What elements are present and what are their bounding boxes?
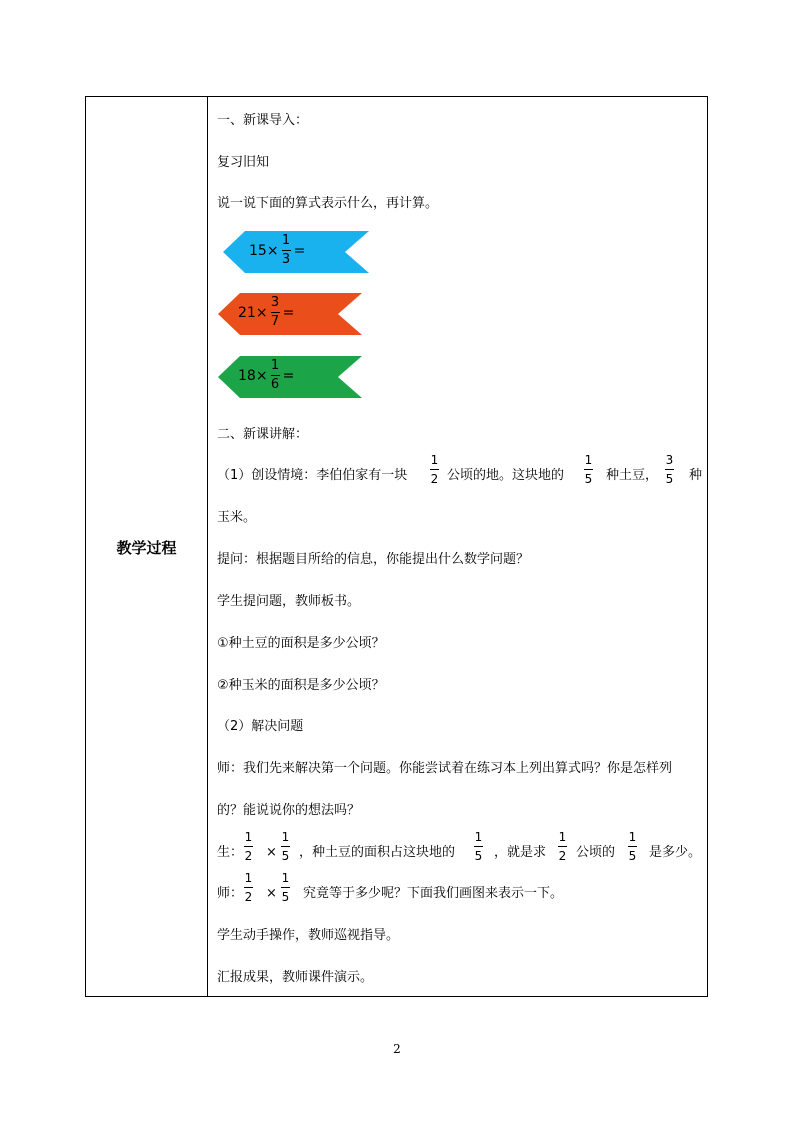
scenario-part-d: 种	[689, 468, 703, 483]
teacher2-fraction-2	[281, 871, 290, 904]
numerator: 1	[558, 830, 567, 844]
section2-heading: 二、新课讲解：	[217, 427, 309, 442]
instruction-text: 说一说下面的算式表示什么，再计算。	[217, 196, 439, 211]
scenario-part-b: 公顷的地。这块地的	[447, 468, 565, 483]
scenario-part-a: （1）创设情境：李伯伯家有一块	[217, 468, 408, 483]
expr2-equals: =	[282, 304, 295, 321]
scenario-fraction-1	[430, 453, 439, 486]
report-text: 汇报成果，教师课件演示。	[217, 970, 374, 985]
student-fraction-2	[281, 830, 290, 863]
denominator: 2	[430, 472, 439, 486]
expression-arrow-1	[223, 231, 369, 273]
column-divider	[207, 97, 208, 996]
section1-heading: 一、新课导入：	[217, 113, 309, 128]
denominator: 2	[558, 849, 567, 863]
expr3-fraction	[271, 359, 280, 392]
fraction-bar	[558, 846, 567, 847]
row-label: 教学过程	[116, 539, 177, 557]
teacher-line-1b: 的？能说说你的想法吗？	[217, 803, 361, 818]
student-prefix: 生：	[217, 845, 244, 860]
expr2-fraction	[271, 296, 280, 329]
fraction-bar	[271, 375, 280, 376]
student-times: ×	[266, 845, 277, 860]
denominator: 2	[244, 890, 253, 904]
expr2-times: ×	[255, 304, 268, 321]
denominator: 5	[665, 472, 674, 486]
expr1-whole: 15	[249, 242, 267, 259]
student-fraction-1	[244, 830, 253, 863]
expr2-whole: 21	[238, 304, 256, 321]
solve-heading: （2）解决问题	[217, 719, 304, 734]
expr3-whole: 18	[238, 367, 256, 384]
students-ask-text: 学生提问题，教师板书。	[217, 594, 361, 609]
numerator: 1	[628, 830, 637, 844]
question-text: 提问：根据题目所给的信息，你能提出什么数学问题？	[217, 552, 530, 567]
operate-text: 学生动手操作，教师巡视指导。	[217, 928, 400, 943]
fraction-bar	[430, 469, 439, 470]
expr1-num: 1	[281, 233, 291, 248]
teacher2-times: ×	[266, 886, 277, 901]
scenario-part-c: 种土豆，	[606, 468, 659, 483]
numerator: 1	[430, 453, 439, 467]
expression-2	[238, 296, 294, 329]
teacher-line-1a: 师：我们先来解决第一个问题。你能尝试着在练习本上列出算式吗？你是怎样列	[217, 761, 673, 776]
expression-arrow-2	[218, 293, 362, 335]
fraction-bar	[474, 846, 483, 847]
fraction-bar	[244, 846, 253, 847]
student-part-b: ，就是求	[494, 845, 547, 860]
expression-3	[238, 359, 294, 392]
expr3-den: 6	[270, 377, 280, 392]
student-part-a: ，种土豆的面积占这块地的	[299, 845, 456, 860]
denominator: 5	[628, 849, 637, 863]
teacher2-part-a: 究竟等于多少呢？下面我们画图来表示一下。	[303, 886, 564, 901]
numerator: 1	[584, 453, 593, 467]
question-1: ①种土豆的面积是多少公顷？	[217, 636, 385, 651]
expression-1	[249, 234, 305, 267]
fraction-bar	[271, 312, 280, 313]
expr1-equals: =	[293, 242, 306, 259]
denominator: 5	[281, 890, 290, 904]
expr1-fraction	[282, 234, 291, 267]
fraction-bar	[665, 469, 674, 470]
fraction-bar	[584, 469, 593, 470]
numerator: 3	[665, 453, 674, 467]
student-part-d: 是多少。	[649, 845, 702, 860]
page-number: 2	[393, 1042, 401, 1056]
numerator: 1	[281, 871, 290, 885]
numerator: 1	[244, 830, 253, 844]
expr3-num: 1	[270, 358, 280, 373]
fraction-bar	[244, 887, 253, 888]
fraction-bar	[282, 250, 291, 251]
fraction-bar	[281, 887, 290, 888]
numerator: 1	[281, 830, 290, 844]
scenario-part-e: 玉米。	[217, 510, 257, 525]
expr1-times: ×	[266, 242, 279, 259]
expr1-den: 3	[281, 252, 291, 267]
expr2-num: 3	[270, 295, 280, 310]
numerator: 1	[244, 871, 253, 885]
student-fraction-3	[474, 830, 483, 863]
expr2-den: 7	[270, 314, 280, 329]
denominator: 2	[244, 849, 253, 863]
denominator: 5	[474, 849, 483, 863]
student-fraction-5	[628, 830, 637, 863]
student-fraction-4	[558, 830, 567, 863]
teacher2-fraction-1	[244, 871, 253, 904]
expr3-times: ×	[255, 367, 268, 384]
fraction-bar	[281, 846, 290, 847]
fraction-bar	[628, 846, 637, 847]
scenario-fraction-3	[665, 453, 674, 486]
expression-arrow-3	[218, 356, 362, 398]
numerator: 1	[474, 830, 483, 844]
question-2: ②种玉米的面积是多少公顷？	[217, 678, 385, 693]
expr3-equals: =	[282, 367, 295, 384]
teacher2-prefix: 师：	[217, 886, 244, 901]
student-part-c: 公顷的	[576, 845, 616, 860]
review-heading: 复习旧知	[217, 155, 270, 170]
scenario-fraction-2	[584, 453, 593, 486]
denominator: 5	[584, 472, 593, 486]
lesson-table	[85, 96, 708, 997]
denominator: 5	[281, 849, 290, 863]
